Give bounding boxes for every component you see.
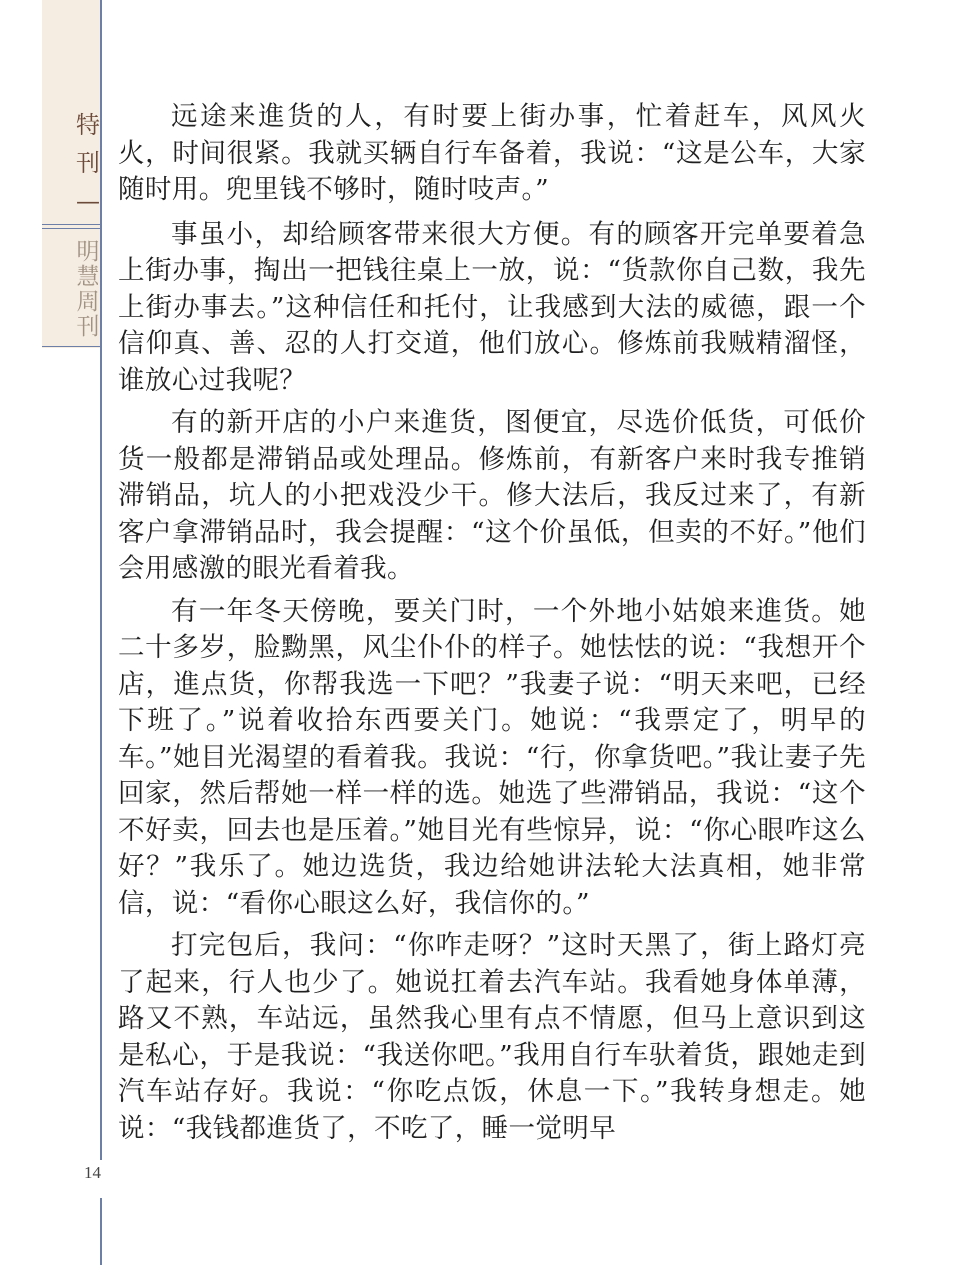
- section-label-char: 刊: [76, 149, 100, 177]
- page-number: 14: [84, 1163, 101, 1182]
- paragraph: 事虽小，却给顾客带来很大方便。有的顾客开完单要着急上街办事，掏出一把钱往桌上一放，说：“货款你自己数，我先上街办事去。”这种信任和托付，让我感到大法的威德，跟一个信仰真、善、忍的人打交道，他们放心。修炼前我贼精溜怪，谁放心过我呢？: [118, 218, 866, 396]
- publication-label-char: 周: [76, 289, 100, 315]
- paragraph: 有的新开店的小户来進货，图便宜，尽选价低货，可低价货一般都是滞销品或处理品。修炼前，有新客户来时我专推销滞销品，坑人的小把戏没少干。修大法后，我反过来了，有新客户拿滞销品时，我会提醒：“这个价虽低，但卖的不好。”他们会用感激的眼光看着我。: [118, 407, 866, 584]
- tab-divider: [42, 224, 100, 225]
- section-label-char: 特: [76, 111, 100, 139]
- tab-divider: [42, 228, 100, 229]
- publication-label: [73, 240, 103, 340]
- paragraph: 远途来進货的人，有时要上街办事，忙着赶车，风风火火，时间很紧。我就买辆自行车备着，我说：“这是公车，大家随时用。兜里钱不够时，随时吱声。”: [118, 101, 866, 205]
- paragraph: 打完包后，我问：“你咋走呀？”这时天黑了，街上路灯亮了起来，行人也少了。她说扛着去汽车站。我看她身体单薄，路又不熟，车站远，虽然我心里有点不情愿，但马上意识到这是私心，于是我说：“我送你吧。”我用自行车驮着货，跟她走到汽车站存好。我说：“你吃点饭，休息一下。”我转身想走。她说：“我钱都進货了，不吃了，睡一觉明早: [118, 930, 866, 1144]
- publication-label-char: 刊: [76, 314, 100, 340]
- tab-divider: [42, 346, 100, 347]
- publication-label-char: 明: [76, 239, 100, 265]
- paragraph: 有一年冬天傍晚，要关门时，一个外地小姑娘来進货。她二十多岁，脸黝黑，风尘仆仆的样子。她怯怯的说：“我想开个店，進点货，你帮我选一下吧？”我妻子说：“明天来吧，已经下班了。”说着收拾东西要关门。她说：“我票定了，明早的车。”她目光渴望的看着我。我说：“行，你拿货吧。”我让妻子先回家，然后帮她一样一样的选。她选了些滞销品，我说：“这个不好卖，回去也是压着。”她目光有些惊异，说：“你心眼咋这么好？”我乐了。她边选货，我边给她讲法轮大法真相，她非常信，说：“看你心眼这么好，我信你的。”: [118, 595, 866, 919]
- section-label-char: —: [76, 187, 100, 215]
- article-body: [118, 99, 866, 1153]
- section-label: [73, 106, 103, 220]
- publication-label-char: 慧: [76, 264, 100, 290]
